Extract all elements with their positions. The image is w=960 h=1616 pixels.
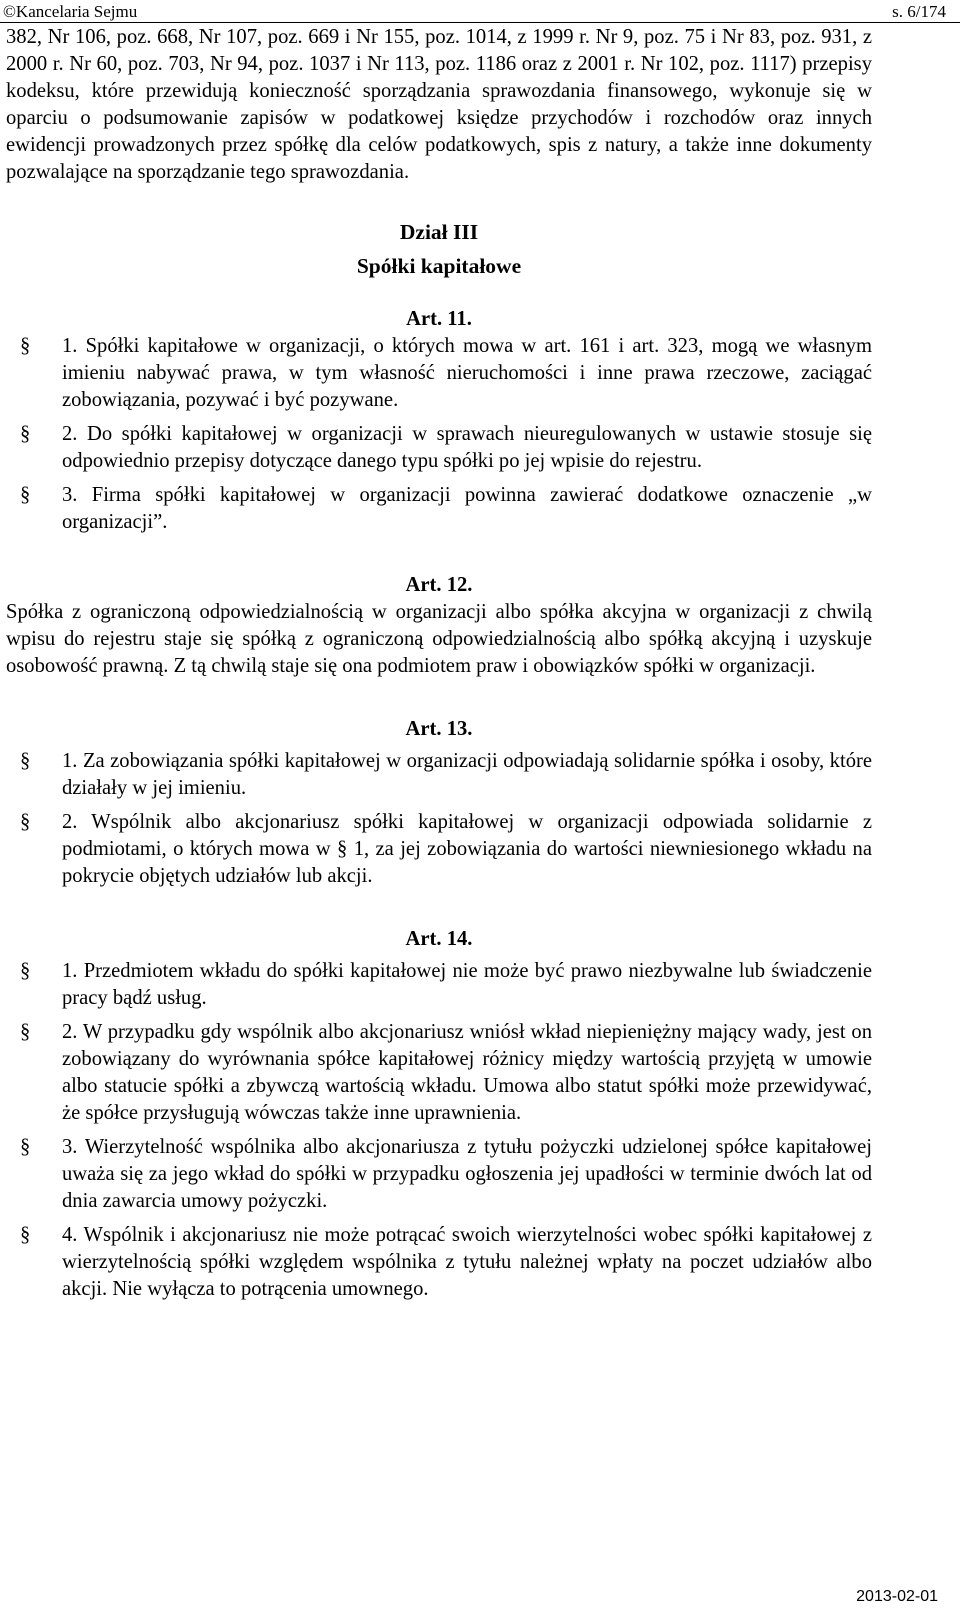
- division-subtitle: Spółki kapitałowe: [356, 254, 522, 278]
- paragraph-text: 2. W przypadku gdy wspólnik albo akcjonariusz wniósł wkład niepieniężny mający wady, jest on zobowiązany do wyrównania spółce kapitałowej różnicy między wartością przyjętą w umowie albo statucie spółki a zbywczą wartością wkładu. Umowa albo statut spółki może przewidywać, że spółce przysługują wówczas także inne uprawnienia.: [62, 1021, 872, 1124]
- paragraph-text: 1. Spółki kapitałowe w organizacji, o których mowa w art. 161 i art. 323, mogą we własnym imieniu nabywać prawa, w tym własność nieruchomości i inne prawa rzeczowe, zaciągać zobowiązania, pozywać i być pozywane.: [62, 335, 872, 411]
- section-sign: §: [20, 960, 31, 982]
- article-title: Art. 12.: [405, 574, 473, 596]
- header-divider: [0, 22, 960, 23]
- paragraph: [6, 748, 872, 802]
- paragraph-text: 4. Wspólnik i akcjonariusz nie może potrącać swoich wierzytelności wobec spółki kapitałowej z wierzytelnością spółki względem wspólnika z tytułu należnej wpłaty na poczet udziałów albo akcji. Nie wyłącza to potrącenia umownego.: [62, 1224, 872, 1300]
- paragraph-text: 2. Wspólnik albo akcjonariusz spółki kapitałowej w organizacji odpowiada solidarnie z podmiotami, o których mowa w § 1, za jej zobowiązania do wartości niewniesionego wkładu na pokrycie objętych udziałów lub akcji.: [62, 811, 872, 887]
- paragraph: [6, 809, 872, 890]
- paragraph-text: 1. Za zobowiązania spółki kapitałowej w organizacji odpowiadają solidarnie spółka i osoby, które działały w jej imieniu.: [62, 750, 872, 799]
- paragraph: [6, 482, 872, 536]
- paragraph-text: 1. Przedmiotem wkładu do spółki kapitałowej nie może być prawo niezbywalne lub świadczenie pracy bądź usług.: [62, 960, 872, 1009]
- article-title: Art. 11.: [406, 308, 472, 330]
- article-title: Art. 13.: [405, 718, 473, 740]
- paragraph-text: 3. Firma spółki kapitałowej w organizacji powinna zawierać dodatkowe oznaczenie „w organizacji”.: [62, 484, 872, 533]
- paragraph-text: 3. Wierzytelność wspólnika albo akcjonariusza z tytułu pożyczki udzielonej spółce kapitałowej uważa się za jego wkład do spółki w przypadku ogłoszenia jej upadłości w terminie dwóch lat od dnia zawarcia umowy pożyczki.: [62, 1136, 872, 1212]
- paragraph: [6, 1222, 872, 1303]
- article-title: Art. 14.: [405, 928, 473, 950]
- publication-date: 2013-02-01: [856, 1588, 938, 1605]
- section-sign: §: [20, 484, 31, 506]
- section-sign: §: [20, 1136, 31, 1158]
- document-body: [6, 24, 872, 1303]
- section-sign: §: [20, 750, 31, 772]
- intro-paragraph: 382, Nr 106, poz. 668, Nr 107, poz. 669 i Nr 155, poz. 1014, z 1999 r. Nr 9, poz. 75 i Nr 83, poz. 931, z 2000 r. Nr 60, poz. 703, Nr 94, poz. 1037 i Nr 113, poz. 1186 oraz z 2001 r. Nr 102, poz. 1117) przepisy kodeksu, które przewidują konieczność sporządzania sprawozdania finansowego, wykonuje się w oparciu o podsumowanie zapisów w podatkowej księdze przychodów i rozchodów oraz innych ewidencji prowadzonych przez spółkę dla celów podatkowych, spis z natury, a także inne dokumenty pozwalające na sporządzanie tego sprawozdania.: [6, 26, 872, 183]
- article-body: Spółka z ograniczoną odpowiedzialnością w organizacji albo spółka akcyjna w organizacji z chwilą wpisu do rejestru staje się spółką z ograniczoną odpowiedzialnością albo spółką akcyjną i uzyskuje osobowość prawną. Z tą chwilą staje się ona podmiotem praw i obowiązków spółki w organizacji.: [6, 601, 872, 677]
- section-sign: §: [20, 423, 31, 445]
- paragraph: [6, 1134, 872, 1215]
- paragraph: [6, 1019, 872, 1127]
- page-header: [0, 1, 960, 23]
- section-sign: §: [20, 1021, 31, 1043]
- section-sign: §: [20, 811, 31, 833]
- paragraph: [6, 333, 872, 414]
- division-title: Dział III: [399, 220, 479, 244]
- paragraph: [6, 958, 872, 1012]
- page-number: s. 6/174: [892, 2, 946, 21]
- section-sign: §: [20, 1224, 31, 1246]
- paragraph: [6, 421, 872, 475]
- section-sign: §: [20, 335, 31, 357]
- paragraph-text: 2. Do spółki kapitałowej w organizacji w sprawach nieuregulowanych w ustawie stosuje się odpowiednio przepisy dotyczące danego typu spółki po jej wpisie do rejestru.: [62, 423, 872, 472]
- copyright-label: ©Kancelaria Sejmu: [3, 2, 138, 21]
